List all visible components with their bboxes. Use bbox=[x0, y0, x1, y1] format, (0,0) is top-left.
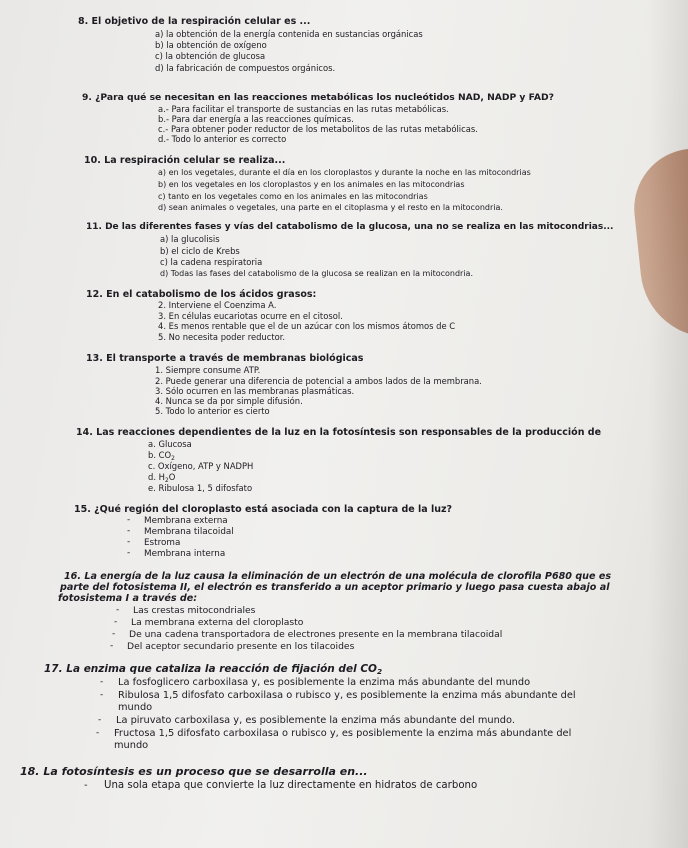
question-11-option-c: c) la cadena respiratoria bbox=[160, 257, 263, 267]
question-14-option-a: a. Glucosa bbox=[148, 439, 192, 449]
question-17-option-1: La fosfoglicero carboxilasa y, es posiblemente la enzima más abundante del mundo bbox=[118, 677, 531, 688]
question-14-option-b: b. $CO_2$ bbox=[148, 450, 175, 462]
bullet-dash: - bbox=[110, 641, 114, 651]
question-13-option-2: 2. Puede generar una diferencia de potencial a ambos lados de la membrana. bbox=[155, 376, 482, 386]
bullet-dash: - bbox=[116, 605, 120, 615]
question-14-option-c: c. Oxígeno, ATP y NADPH bbox=[148, 461, 254, 471]
question-14-title: 14. Las reacciones dependientes de la luz en la fotosíntesis son responsables de la producción de bbox=[76, 427, 602, 438]
question-10-option-b: b) en los vegetales en los cloroplastos y en los animales en las mitocondrias bbox=[158, 180, 465, 189]
bullet-dash: - bbox=[127, 537, 131, 547]
bullet-dash: - bbox=[127, 526, 131, 536]
question-14-option-e: e. Ribulosa 1, 5 difosfato bbox=[148, 483, 253, 493]
question-16-title-line-3: fotosistema I a través de: bbox=[58, 593, 198, 604]
question-9-option-d: d.- Todo lo anterior es correcto bbox=[158, 134, 287, 144]
question-17-option-2-cont: mundo bbox=[118, 702, 153, 713]
question-17-title: 17. La enzima que cataliza la reacción de fijación del $CO_2$ bbox=[44, 663, 383, 676]
question-14-option-d: d. $H_2O$ bbox=[148, 472, 176, 484]
question-16-title-line-2: parte del fotosistema II, el electrón es transferido a un aceptor primario y luego pasa cuesta abajo al bbox=[60, 582, 610, 593]
question-9-option-b: b.- Para dar energía a las reacciones químicas. bbox=[158, 114, 354, 124]
question-15-option-4: Membrana interna bbox=[144, 549, 226, 559]
question-8-title: 8. El objetivo de la respiración celular es ... bbox=[78, 16, 311, 27]
question-15-title: 15. ¿Qué región del cloroplasto está asociada con la captura de la luz? bbox=[74, 504, 453, 515]
question-15-option-2: Membrana tilacoidal bbox=[144, 527, 234, 537]
question-15-option-1: Membrana externa bbox=[144, 516, 228, 526]
question-12-option-2: 2. Interviene el Coenzima A. bbox=[158, 300, 277, 310]
question-8-option-d: d) la fabricación de compuestos orgánicos. bbox=[155, 63, 336, 73]
question-12-option-4: 4. Es menos rentable que el de un azúcar con los mismos átomos de C bbox=[158, 321, 456, 331]
question-11-option-b: b) el ciclo de Krebs bbox=[160, 246, 240, 256]
question-12-title: 12. En el catabolismo de los ácidos grasos: bbox=[86, 289, 317, 300]
question-8-option-a: a) la obtención de la energía contenida en sustancias orgánicas bbox=[155, 29, 423, 39]
question-18-option-1: Una sola etapa que convierte la luz directamente en hidratos de carbono bbox=[104, 780, 478, 791]
question-17-option-4-cont: mundo bbox=[114, 740, 149, 751]
bullet-dash: - bbox=[114, 617, 118, 627]
question-11-title: 11. De las diferentes fases y vías del catabolismo de la glucosa, una no se realiza en las mitocondrias... bbox=[86, 222, 614, 232]
question-12-option-3: 3. En células eucariotas ocurre en el citosol. bbox=[158, 311, 343, 321]
question-9-option-a: a.- Para facilitar el transporte de sustancias en las rutas metabólicas. bbox=[158, 104, 449, 114]
question-8-option-c: c) la obtención de glucosa bbox=[155, 51, 266, 61]
page-shadow bbox=[648, 0, 688, 848]
question-16-option-1: Las crestas mitocondriales bbox=[133, 605, 256, 616]
question-17-option-4: Fructosa 1,5 difosfato carboxilasa o rubisco y, es posiblemente la enzima más abundante del bbox=[114, 728, 572, 739]
bullet-dash: - bbox=[84, 780, 88, 791]
question-13-option-5: 5. Todo lo anterior es cierto bbox=[155, 406, 270, 416]
question-13-title: 13. El transporte a través de membranas biológicas bbox=[86, 353, 364, 364]
question-17-option-3: La piruvato carboxilasa y, es posiblemente la enzima más abundante del mundo. bbox=[116, 715, 515, 726]
question-9-title: 9. ¿Para qué se necesitan en las reacciones metabólicas los nucleótidos NAD, NADP y FAD? bbox=[82, 92, 554, 103]
question-10-option-c: c) tanto en los vegetales como en los animales en las mitocondrias bbox=[158, 192, 428, 201]
question-11-option-a: a) la glucolisis bbox=[160, 234, 220, 244]
question-16-option-2: La membrana externa del cloroplasto bbox=[131, 617, 304, 628]
bullet-dash: - bbox=[96, 728, 100, 738]
question-18-title: 18. La fotosíntesis es un proceso que se desarrolla en... bbox=[20, 765, 368, 778]
bullet-dash: - bbox=[127, 515, 131, 525]
question-9-option-c: c.- Para obtener poder reductor de los metabolitos de las rutas metabólicas. bbox=[158, 124, 478, 134]
question-10-title: 10. La respiración celular se realiza... bbox=[84, 155, 286, 166]
bullet-dash: - bbox=[100, 677, 104, 687]
question-10-option-a: a) en los vegetales, durante el día en los cloroplastos y durante la noche en las mitocondrias bbox=[158, 168, 531, 177]
bullet-dash: - bbox=[100, 690, 104, 700]
question-13-option-1: 1. Siempre consume ATP. bbox=[155, 365, 261, 375]
bullet-dash: - bbox=[112, 629, 116, 639]
question-16-option-4: Del aceptor secundario presente en los tilacoides bbox=[127, 641, 355, 652]
question-13-option-3: 3. Sólo ocurren en las membranas plasmáticas. bbox=[155, 386, 355, 396]
question-15-option-3: Estroma bbox=[144, 538, 181, 548]
question-13-option-4: 4. Nunca se da por simple difusión. bbox=[155, 396, 303, 406]
question-16-title-line-1: 16. La energía de la luz causa la eliminación de un electrón de una molécula de clorofila P680 que es bbox=[64, 571, 612, 582]
bullet-dash: - bbox=[98, 715, 102, 725]
question-8-option-b: b) la obtención de oxígeno bbox=[155, 40, 267, 50]
question-16-option-3: De una cadena transportadora de electrones presente en la membrana tilacoidal bbox=[129, 629, 503, 640]
question-12-option-5: 5. No necesita poder reductor. bbox=[158, 332, 286, 342]
question-17-option-2: Ribulosa 1,5 difosfato carboxilasa o rubisco y, es posiblemente la enzima más abundante del bbox=[118, 690, 576, 701]
bullet-dash: - bbox=[127, 548, 131, 558]
question-10-option-d: d) sean animales o vegetales, una parte en el citoplasma y el resto en la mitocondria. bbox=[158, 203, 503, 212]
question-11-option-d: d) Todas las fases del catabolismo de la glucosa se realizan en la mitocondria. bbox=[160, 269, 473, 278]
